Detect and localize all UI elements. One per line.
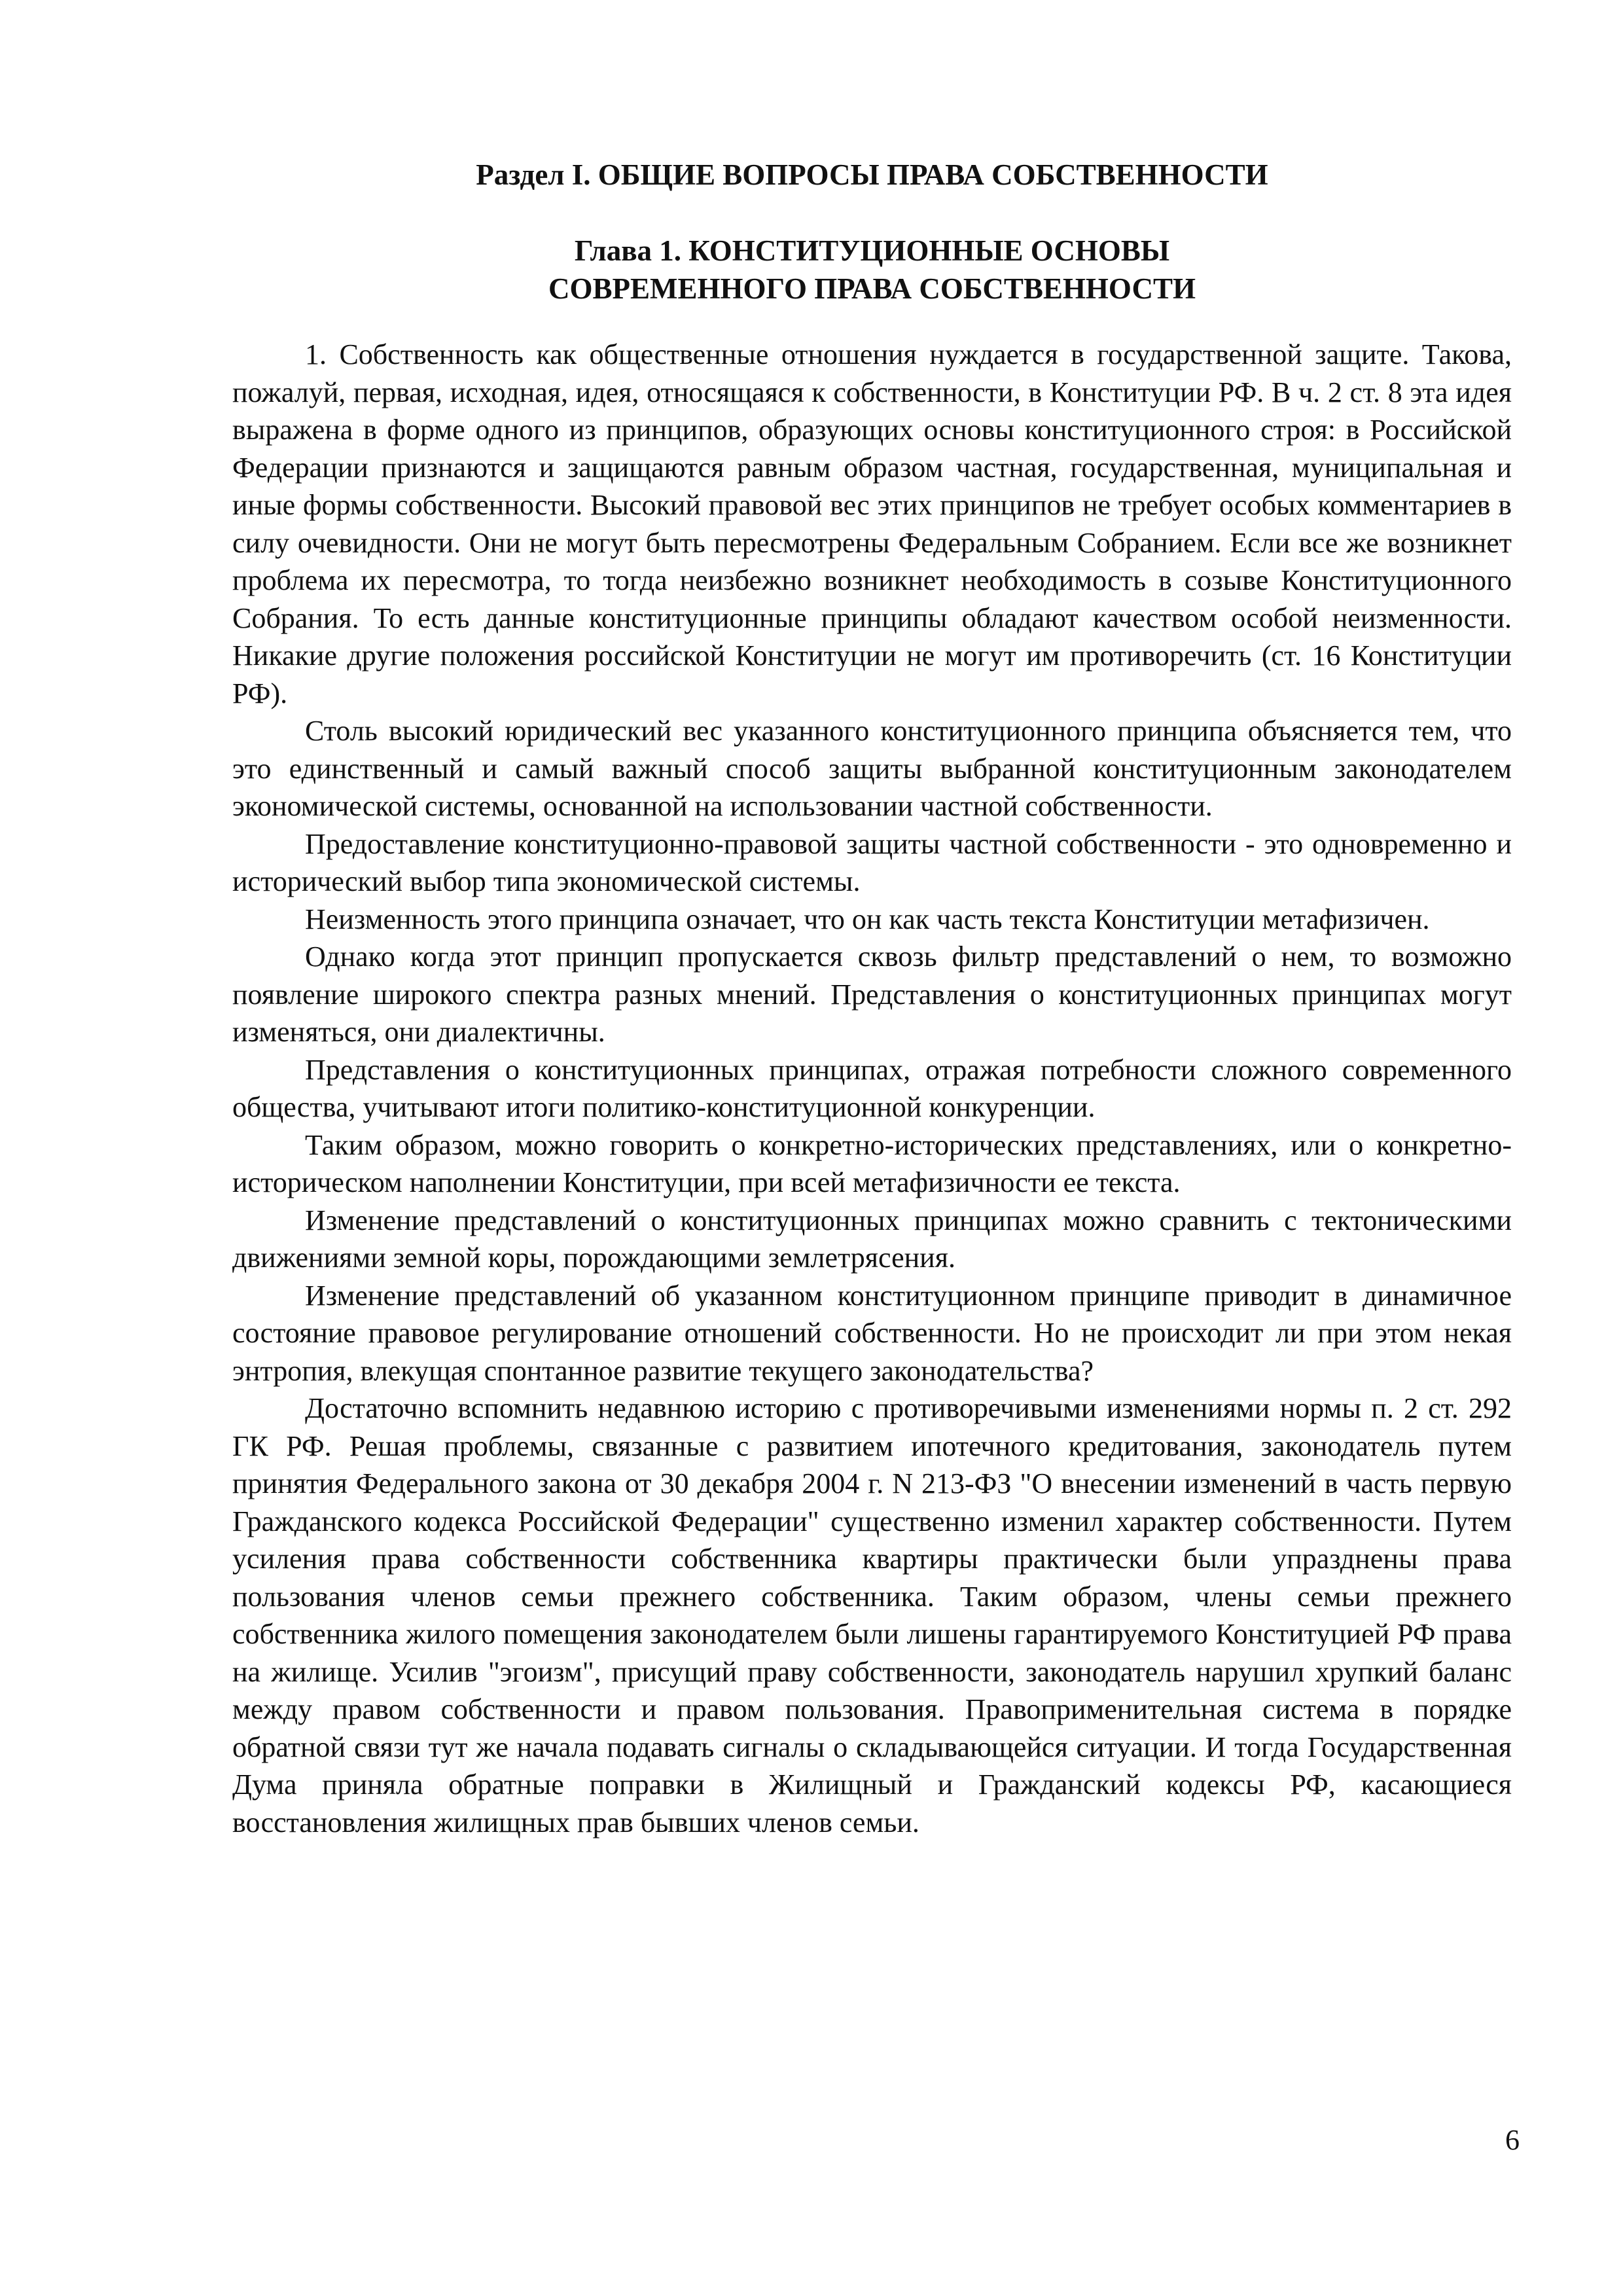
chapter-title-line-2: СОВРЕМЕННОГО ПРАВА СОБСТВЕННОСТИ (548, 272, 1196, 305)
paragraph-9: Изменение представлений об указанном конституционном принципе приводит в динамичное состояние правовое регулирование отношений собственности. Но не происходит ли при этом некая энтропия, влекущая спонтанное развитие текущего законодательства? (232, 1279, 1512, 1387)
paragraph-1: 1. Собственность как общественные отношения нуждается в государственной защите. Такова, пожалуй, первая, исходная, идея, относящаяся к собственности, в Конституции РФ. В ч. 2 ст. 8 эта идея выражена в форме одного из принципов, образующих основы конституционного строя: в Российской Федерации признаются и защищаются равным образом частная, государственная, муниципальная и иные формы собственности. Высокий правовой вес этих принципов не требует особых комментариев в силу очевидности. Они не могут быть пересмотрены Федеральным Собранием. Если все же возникнет проблема их пересмотра, то тогда неизбежно возникнет необходимость в созыве Конституционного Собрания. То есть данные конституционные принципы обладают качеством особой неизменности. Никакие другие положения российской Конституции не могут им противоречить (ст. 16 Конституции РФ). (232, 338, 1512, 709)
document-page (232, 156, 1512, 1841)
paragraph-10: Достаточно вспомнить недавнюю историю с противоречивыми изменениями нормы п. 2 ст. 292 ГК РФ. Решая проблемы, связанные с развитием ипотечного кредитования, законодатель путем принятия Федерального закона от 30 декабря 2004 г. N 213-ФЗ "О внесении изменений в часть первую Гражданского кодекса Российской Федерации" существенно изменил характер собственности. Путем усиления права собственности собственника квартиры практически были упразднены права пользования членов семьи прежнего собственника. Таким образом, члены семьи прежнего собственника жилого помещения законодателем были лишены гарантируемого Конституцией РФ права на жилище. Усилив "эгоизм", присущий праву собственности, законодатель нарушил хрупкий баланс между правом собственности и правом пользования. Правоприменительная система в порядке обратной связи тут же начала подавать сигналы о складывающейся ситуации. И тогда Государственная Дума приняла обратные поправки в Жилищный и Гражданский кодексы РФ, касающиеся восстановления жилищных прав бывших членов семьи. (232, 1392, 1512, 1839)
page-number: 6 (1505, 2124, 1520, 2156)
chapter-title-line-1: Глава 1. КОНСТИТУЦИОННЫЕ ОСНОВЫ (574, 234, 1170, 267)
paragraph-8: Изменение представлений о конституционных принципах можно сравнить с тектоническими движениями земной коры, порождающими землетрясения. (232, 1204, 1512, 1274)
paragraph-3: Предоставление конституционно-правовой защиты частной собственности - это одновременно и исторический выбор типа экономической системы. (232, 827, 1512, 897)
paragraph-5: Однако когда этот принцип пропускается сквозь фильтр представлений о нем, то возможно появление широкого спектра разных мнений. Представления о конституционных принципах могут изменяться, они диалектичны. (232, 941, 1512, 1048)
paragraph-4: Неизменность этого принципа означает, что он как часть текста Конституции метафизичен. (305, 903, 1430, 935)
paragraph-6: Представления о конституционных принципах, отражая потребности сложного современного общества, учитывают итоги политико-конституционной конкуренции. (232, 1053, 1512, 1123)
paragraph-7: Таким образом, можно говорить о конкретно-исторических представлениях, или о конкретно-историческом наполнении Конституции, при всей метафизичности ее текста. (232, 1128, 1512, 1198)
chapter-title (232, 232, 1512, 308)
section-title: Раздел I. ОБЩИЕ ВОПРОСЫ ПРАВА СОБСТВЕННОСТИ (476, 158, 1268, 191)
paragraph-2: Столь высокий юридический вес указанного конституционного принципа объясняется тем, что это единственный и самый важный способ защиты выбранной конституционным законодателем экономической системы, основанной на использовании частной собственности. (232, 715, 1512, 822)
